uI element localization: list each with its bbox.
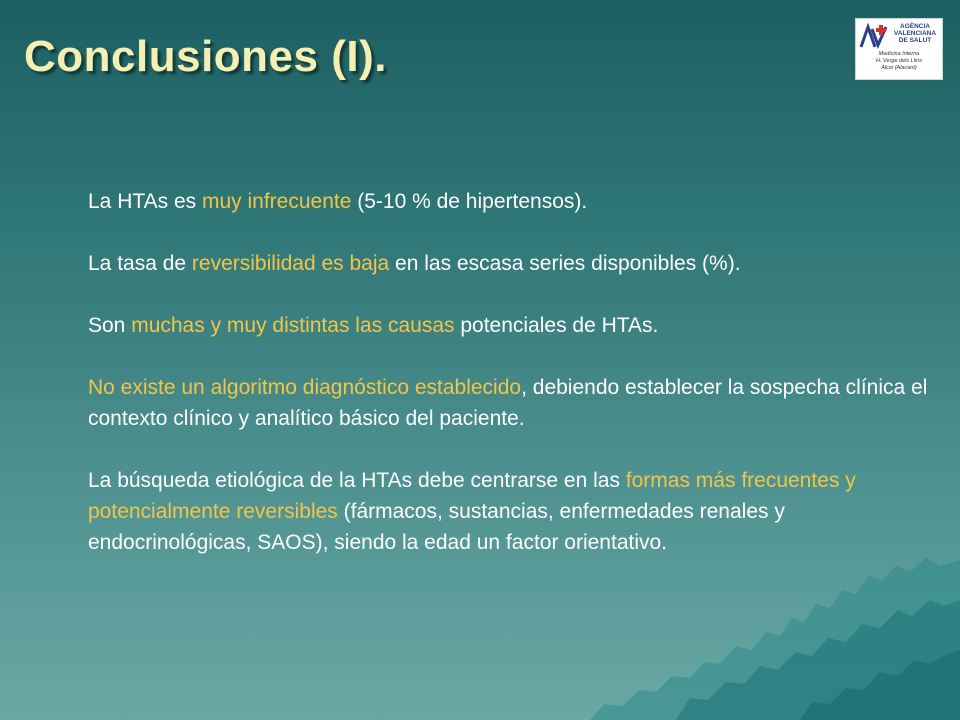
text-segment: La tasa de [88,252,192,275]
slide-title: Conclusiones (I). [24,32,387,81]
highlighted-text-segment: reversibilidad es baja [191,252,390,275]
text-segment: potenciales de HTAs. [454,314,659,337]
conclusion-paragraph [88,310,938,341]
highlighted-text-segment: muy infrecuente [201,190,352,213]
text-segment: La HTAs es [88,190,202,213]
conclusions-body [88,186,938,589]
agency-name: AGÈNCIA VALENCIANA DE SALUT [893,23,937,44]
text-segment: Son [88,314,132,337]
text-segment: (5-10 % de hipertensos). [351,190,588,213]
conclusion-paragraph [88,372,938,434]
conclusion-paragraph [88,248,938,279]
logo-caption [856,51,942,72]
conclusion-paragraph [88,186,938,217]
agency-emblem-icon [859,23,889,49]
highlighted-text-segment: muchas y muy distintas las causas [131,314,455,337]
text-segment: (fármacos, sustancias, enfermedades renales y endocrinológicas, SAOS), siendo la edad un factor orientativo. [88,500,785,554]
conclusion-paragraph [88,465,938,558]
text-segment: La búsqueda etiológica de la HTAs debe centrarse en las [88,469,626,492]
text-segment: en las escasa series disponibles (%). [389,252,741,275]
highlighted-text-segment: No existe un algoritmo diagnóstico establecido [88,376,522,399]
text-segment: , debiendo establecer la sospecha clínica el contexto clínico y analítico básico del paciente. [88,376,928,430]
logo-caption-line: Medicina Interna [878,51,920,57]
agency-logo [855,18,943,80]
logo-caption-line: Alcoi (Alacant) [881,65,917,71]
highlighted-text-segment: formas más frecuentes y potencialmente reversibles [88,469,856,523]
logo-caption-line: H. Verge dels Lliris [876,58,922,64]
